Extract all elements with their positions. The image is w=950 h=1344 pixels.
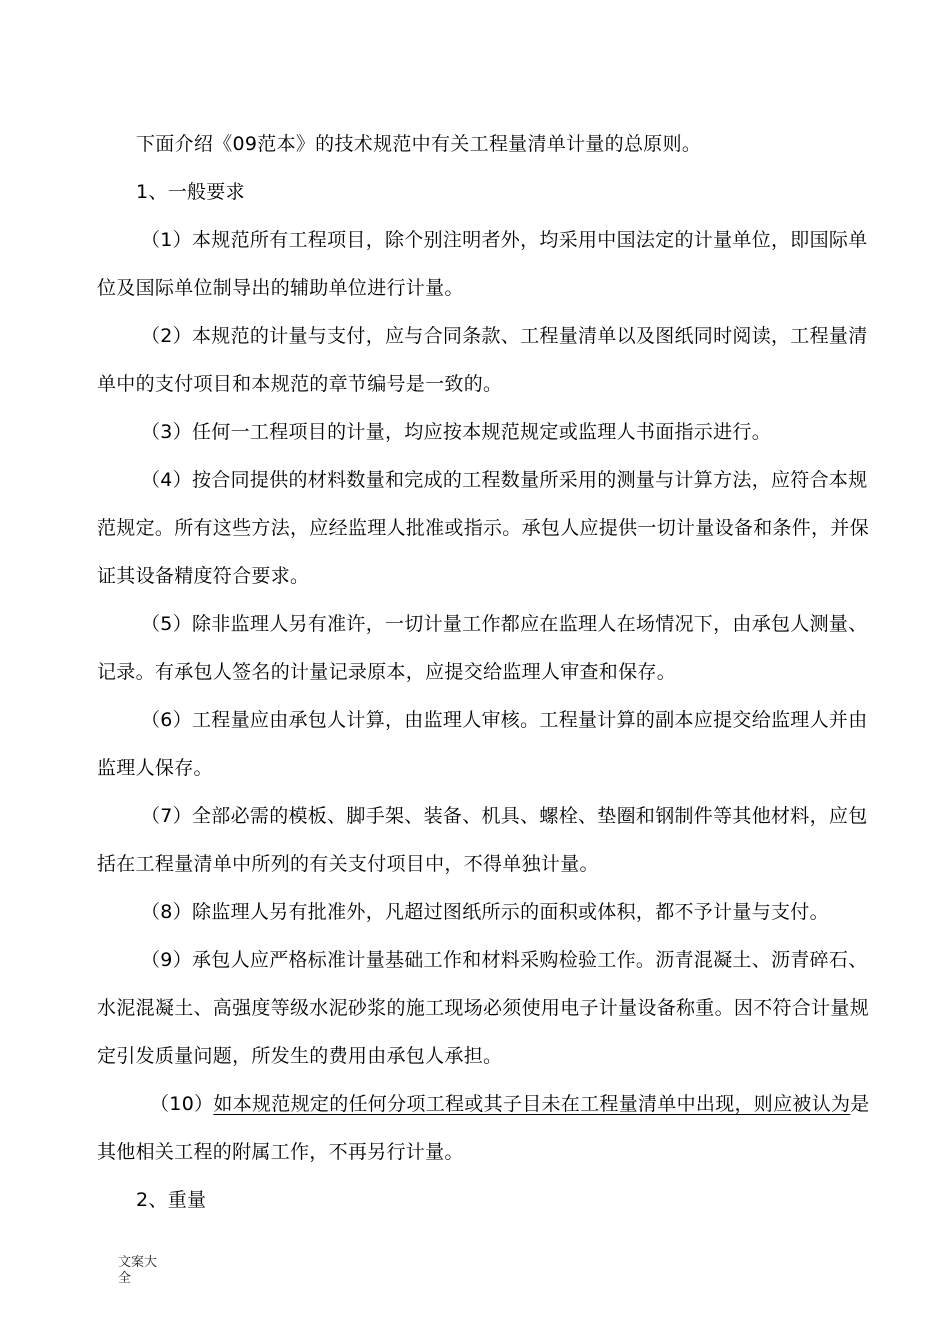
- item-10-line-1: [150, 1091, 870, 1117]
- footer-line-1: 文案大: [118, 1255, 158, 1270]
- item-1-line-2: 位及国际单位制导出的辅助单位进行计量。: [97, 277, 464, 299]
- item-6-line-1: （6）工程量应由承包人计算，由监理人审核。工程量计算的副本应提交给监理人并由: [141, 709, 868, 731]
- item-5-line-1: （5）除非监理人另有准许，一切计量工作都应在监理人在场情况下，由承包人测量、: [141, 613, 868, 635]
- intro-paragraph: 下面介绍《09范本》的技术规范中有关工程量清单计量的总原则。: [136, 133, 702, 155]
- item-3-line-1: （3）任何一工程项目的计量，均应按本规范规定或监理人书面指示进行。: [141, 421, 771, 443]
- item-5-line-2: 记录。有承包人签名的计量记录原本，应提交给监理人审查和保存。: [97, 661, 677, 683]
- item-4-line-1: （4）按合同提供的材料数量和完成的工程数量所采用的测量与计算方法，应符合本规: [141, 469, 868, 491]
- footer-line-2: 全: [118, 1271, 132, 1286]
- item-2-line-2: 单中的支付项目和本规范的章节编号是一致的。: [97, 373, 503, 395]
- item-7-line-1: （7）全部必需的模板、脚手架、装备、机具、螺栓、垫圈和钢制件等其他材料，应包: [141, 805, 868, 827]
- item-7-line-2: 括在工程量清单中所列的有关支付项目中，不得单独计量。: [97, 853, 599, 875]
- item-4-line-2: 范规定。所有这些方法，应经监理人批准或指示。承包人应提供一切计量设备和条件，并保: [97, 517, 870, 539]
- item-2-line-1: （2）本规范的计量与支付，应与合同条款、工程量清单以及图纸同时阅读，工程量清: [141, 325, 868, 347]
- item-1-line-1: （1）本规范所有工程项目，除个别注明者外，均采用中国法定的计量单位，即国际单: [141, 229, 868, 251]
- item-10-line-2: 其他相关工程的附属工作，不再另行计量。: [97, 1141, 464, 1163]
- item-10-suffix: 是: [850, 1093, 870, 1115]
- item-10-underlined-text: 如本规范规定的任何分项工程或其子目未在工程量清单中出现，则应被认为: [213, 1093, 851, 1115]
- item-6-line-2: 监理人保存。: [97, 757, 213, 779]
- item-10-prefix: （10）: [150, 1093, 214, 1115]
- item-4-line-3: 证其设备精度符合要求。: [97, 565, 310, 587]
- item-8-line-1: （8）除监理人另有批准外，凡超过图纸所示的面积或体积，都不予计量与支付。: [141, 901, 829, 923]
- item-9-line-2: 水泥混凝土、高强度等级水泥砂浆的施工现场必须使用电子计量设备称重。因不符合计量规: [97, 997, 870, 1019]
- item-9-line-1: （9）承包人应严格标准计量基础工作和材料采购检验工作。沥青混凝土、沥青碎石、: [141, 949, 868, 971]
- item-9-line-3: 定引发质量问题，所发生的费用由承包人承担。: [97, 1045, 503, 1067]
- footer-watermark: [118, 1255, 168, 1287]
- section-heading-general: 1、一般要求: [136, 181, 245, 203]
- section-heading-weight: 2、重量: [136, 1189, 207, 1211]
